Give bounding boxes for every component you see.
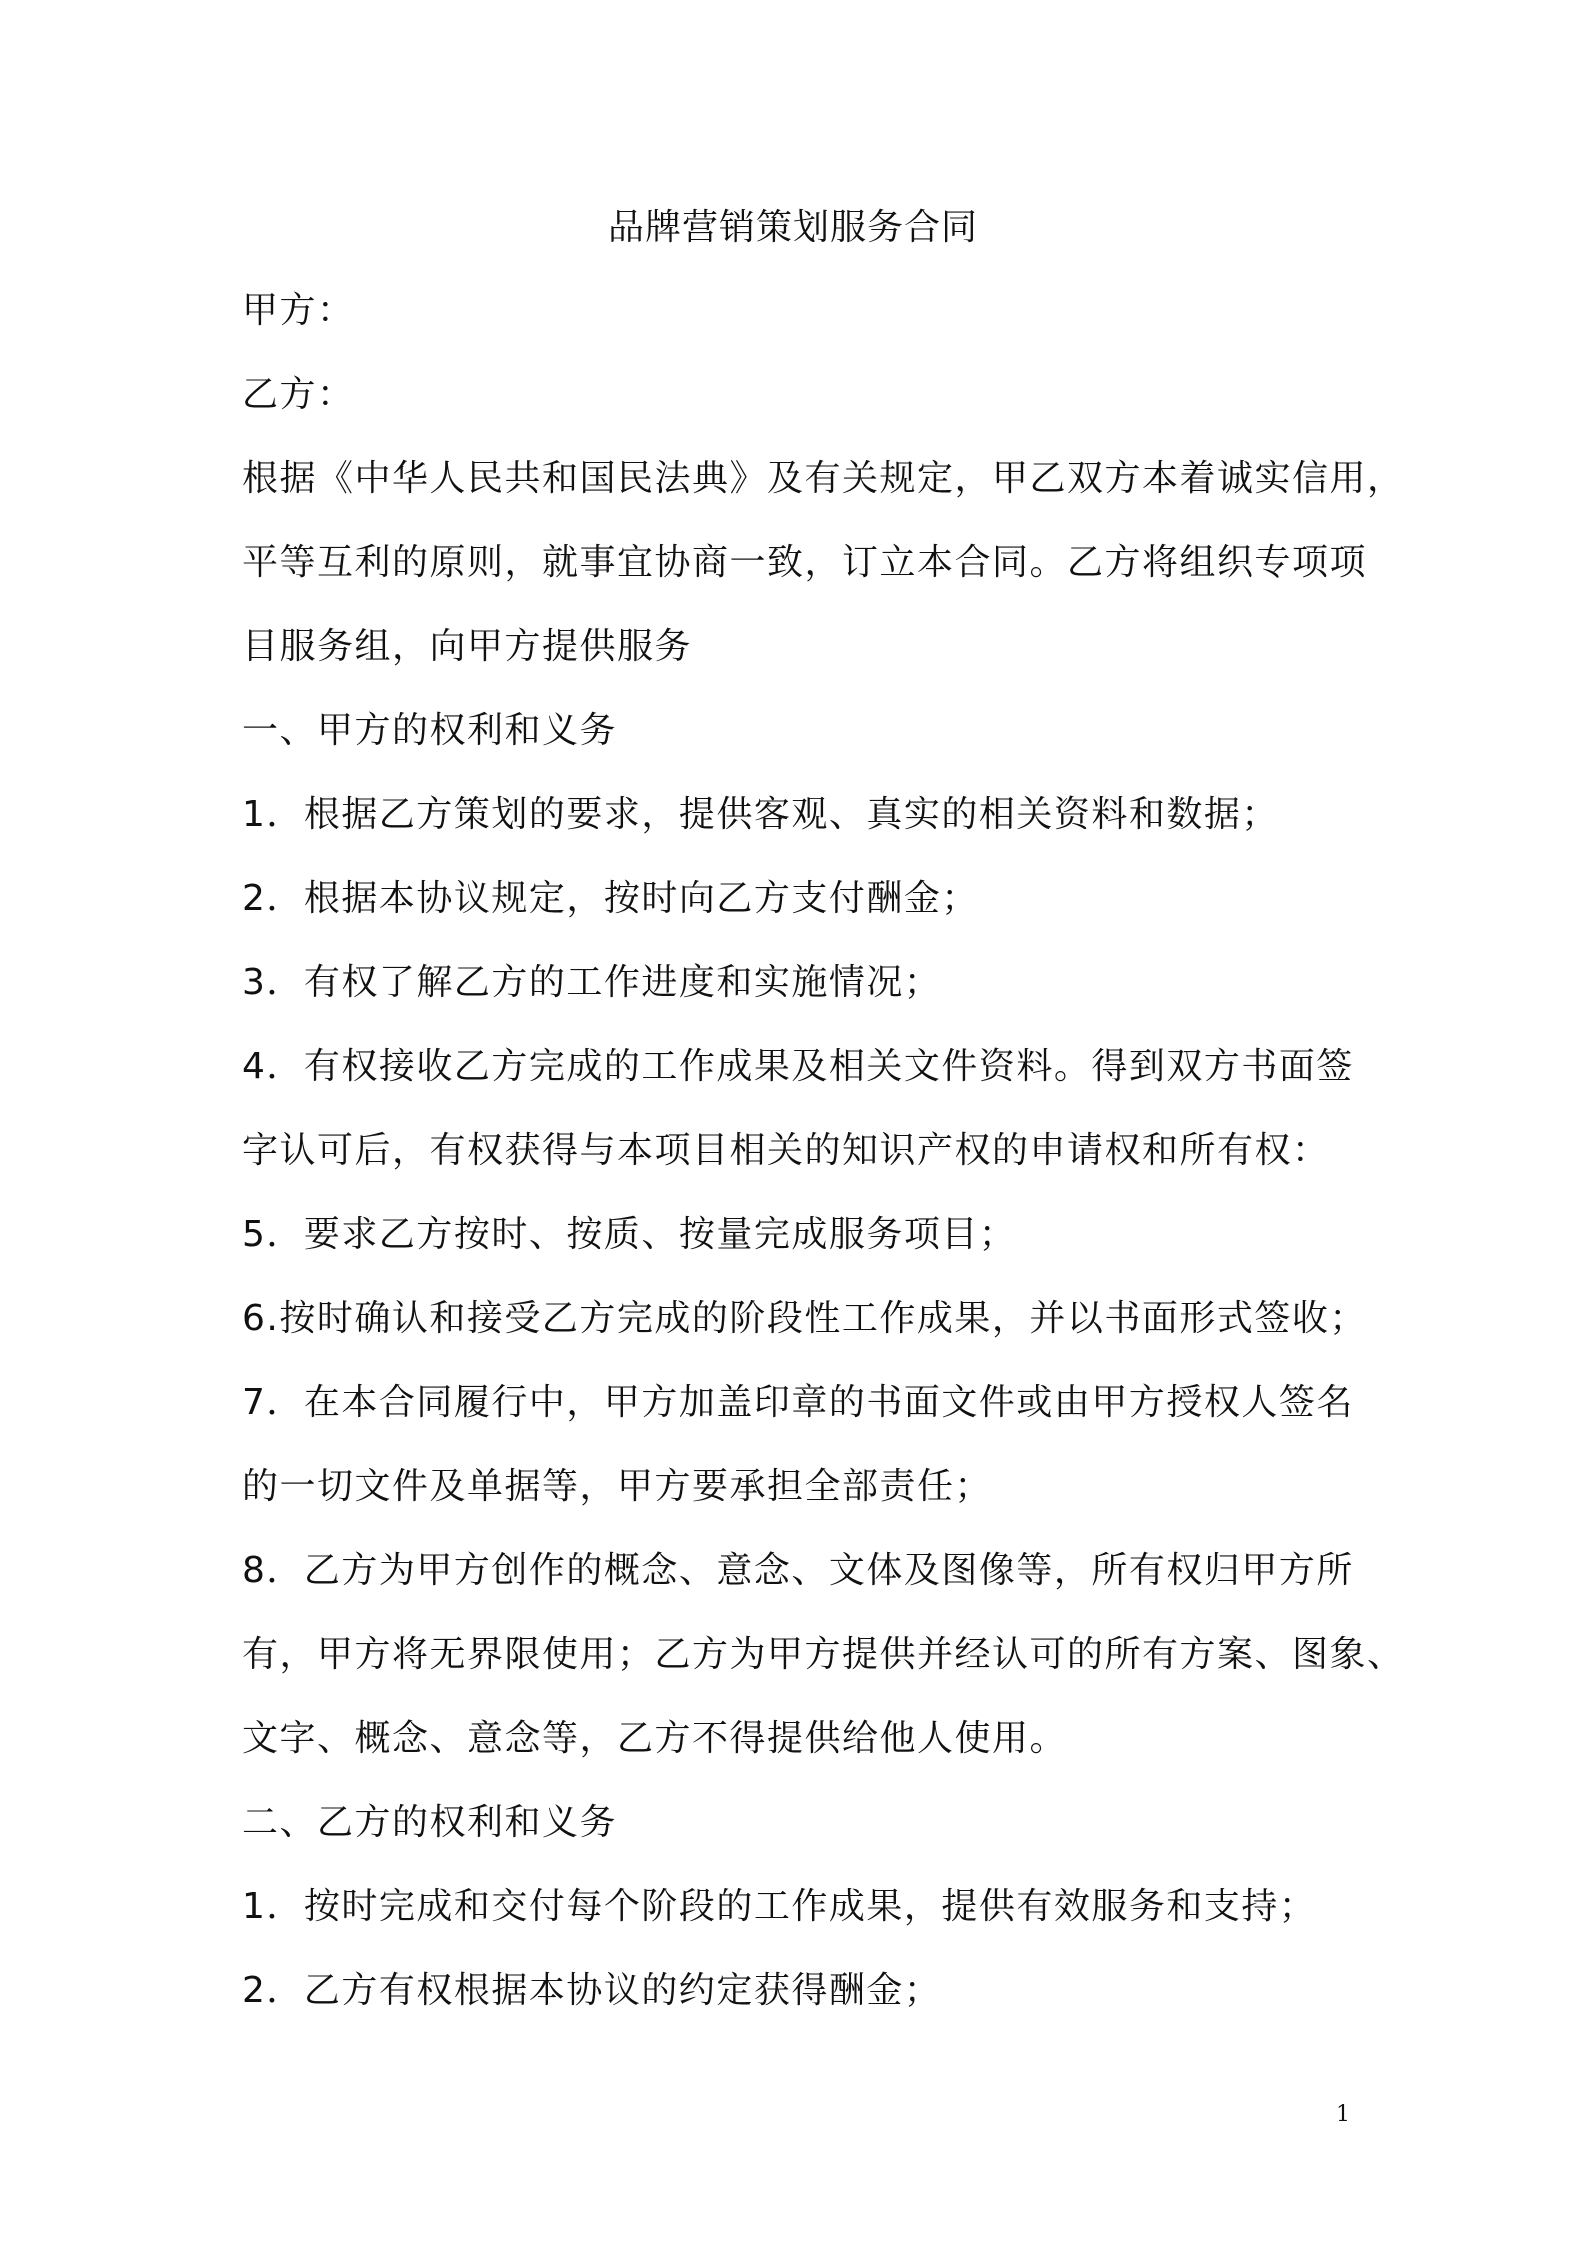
- clause-a-8-line-1: 8．乙方为甲方创作的概念、意念、文体及图像等，所有权归甲方所: [242, 1550, 1354, 1591]
- section-heading-party-a: 一、甲方的权利和义务: [242, 710, 618, 751]
- clause-b-1: 1．按时完成和交付每个阶段的工作成果，提供有效服务和支持；: [242, 1886, 1317, 1927]
- preamble-line-1: 根据《中华人民共和国民法典》及有关规定，甲乙双方本着诚实信用，: [242, 458, 1405, 499]
- clause-a-7-line-2: 的一切文件及单据等，甲方要承担全部责任；: [242, 1466, 993, 1507]
- clause-a-8-line-3: 文字、概念、意念等，乙方不得提供给他人使用。: [242, 1718, 1068, 1759]
- clause-b-2: 2．乙方有权根据本协议的约定获得酬金；: [242, 1970, 942, 2011]
- clause-a-4-line-2: 字认可后，有权获得与本项目相关的知识产权的申请权和所有权：: [242, 1130, 1330, 1171]
- clause-a-4-line-1: 4．有权接收乙方完成的工作成果及相关文件资料。得到双方书面签: [242, 1046, 1354, 1087]
- section-heading-party-b: 二、乙方的权利和义务: [242, 1802, 618, 1843]
- preamble-line-3: 目服务组，向甲方提供服务: [242, 626, 693, 667]
- clause-a-8-line-2: 有，甲方将无界限使用；乙方为甲方提供并经认可的所有方案、图象、: [242, 1634, 1405, 1675]
- clause-a-7-line-1: 7．在本合同履行中，甲方加盖印章的书面文件或由甲方授权人签名: [242, 1382, 1354, 1423]
- document-title: 品牌营销策划服务合同: [607, 207, 978, 248]
- preamble-line-2: 平等互利的原则，就事宜协商一致，订立本合同。乙方将组织专项项: [242, 542, 1368, 583]
- document-body: [242, 281, 1405, 2045]
- clause-a-5: 5．要求乙方按时、按质、按量完成服务项目；: [242, 1214, 1017, 1255]
- clause-a-2: 2．根据本协议规定，按时向乙方支付酬金；: [242, 878, 979, 919]
- clause-a-3: 3．有权了解乙方的工作进度和实施情况；: [242, 962, 942, 1003]
- page-number: 1: [1336, 2102, 1350, 2127]
- clause-a-1: 1．根据乙方策划的要求，提供客观、真实的相关资料和数据；: [242, 794, 1279, 835]
- clause-a-6: 6.按时确认和接受乙方完成的阶段性工作成果，并以书面形式签收；: [242, 1298, 1367, 1339]
- party-b-line: 乙方：: [242, 374, 355, 415]
- party-a-line: 甲方：: [242, 290, 355, 331]
